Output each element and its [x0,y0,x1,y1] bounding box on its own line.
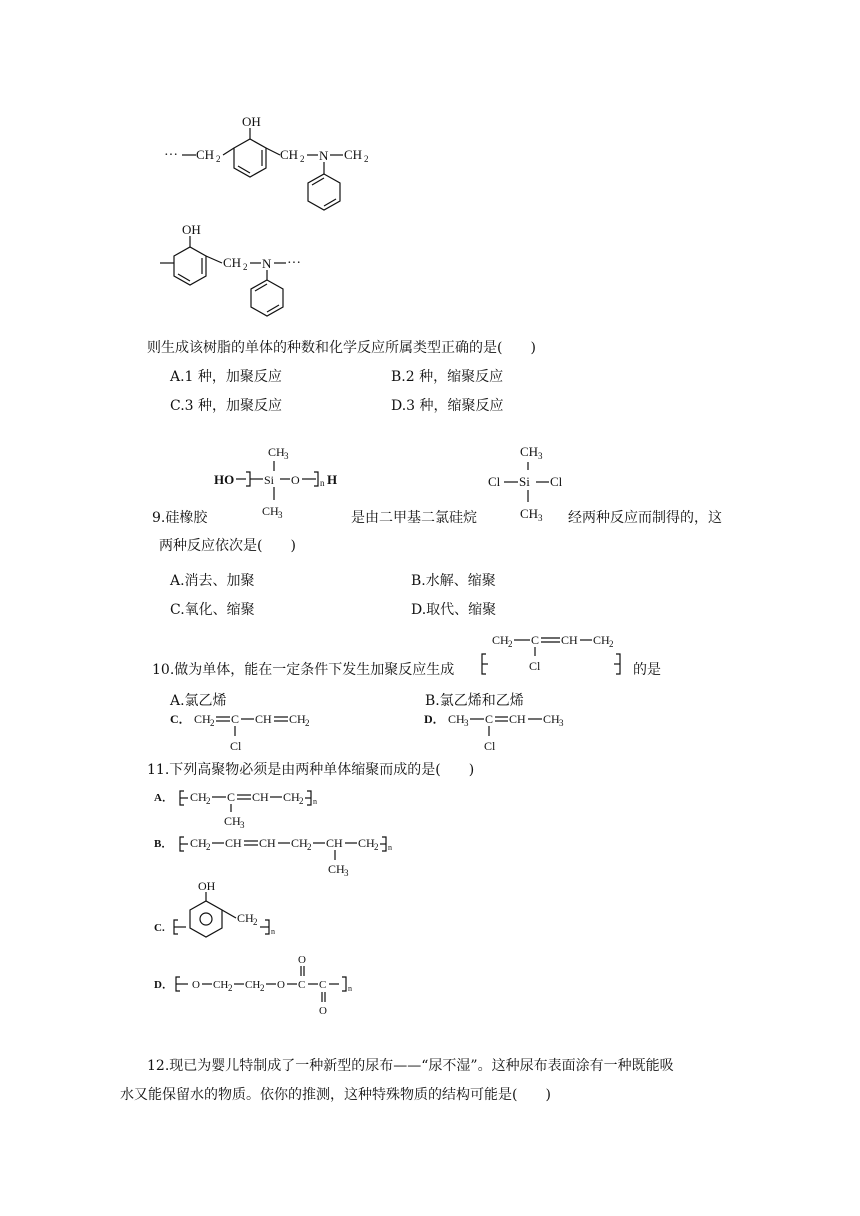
svg-text:C: C [231,712,240,726]
svg-text:C: C [298,979,306,991]
q11-option-d[interactable] [152,952,372,1022]
svg-text:n: n [320,478,325,488]
svg-text:2: 2 [307,842,312,852]
svg-text:CH: CH [213,979,229,991]
svg-text:C: C [485,712,494,726]
q8-resin-structure-top [150,108,390,218]
svg-text:2: 2 [210,718,215,728]
q8-resin-structure-bottom [150,218,350,328]
svg-text:CH: CH [252,790,269,804]
svg-text:OH: OH [198,879,216,893]
svg-text:Cl: Cl [529,659,541,673]
svg-text:O: O [291,473,300,487]
q12-line2: 水又能保留水的物质。依你的推测，这种特殊物质的结构可能是( ) [120,1087,551,1103]
svg-text:2: 2 [508,639,513,649]
svg-text:2: 2 [300,154,305,164]
svg-text:CH: CH [225,836,242,850]
svg-text:CH: CH [289,712,306,726]
dots-left: ··· [164,148,178,163]
svg-text:C．: C． [170,712,191,726]
svg-text:CH: CH [237,911,254,925]
svg-text:D．: D． [154,979,173,991]
q9-stem-part1: 9.硅橡胶 [152,510,208,526]
silicone-rubber-structure [210,440,360,520]
q11-option-a[interactable] [152,784,352,830]
q11-stem: 11.下列高聚物必须是由两种单体缩聚而成的是( ) [147,762,475,778]
svg-text:2: 2 [206,842,211,852]
svg-text:CH: CH [280,147,299,162]
svg-text:2: 2 [609,639,614,649]
svg-text:Si: Si [519,474,530,489]
svg-text:···: ··· [287,256,301,271]
svg-text:D．: D． [424,712,445,726]
q9-stem-line2: 两种反应依次是( ) [159,538,296,554]
q9-option-a[interactable]: A.消去、加聚 [170,573,255,589]
svg-text:N: N [262,256,272,271]
svg-text:CH: CH [223,255,242,270]
q11-option-c[interactable] [152,874,312,944]
svg-text:2: 2 [305,718,310,728]
svg-text:OH: OH [182,222,201,237]
svg-text:CH: CH [190,790,207,804]
svg-text:A．: A． [154,792,173,804]
svg-text:O: O [319,1005,327,1017]
svg-text:2: 2 [364,154,369,164]
svg-text:CH: CH [358,836,375,850]
q10-option-b[interactable]: B.氯乙烯和乙烯 [425,693,524,709]
svg-text:CH: CH [194,712,211,726]
q10-option-c[interactable] [168,706,348,754]
svg-text:3: 3 [278,510,283,520]
svg-text:n: n [388,843,392,852]
svg-text:CH: CH [224,814,241,828]
q9-option-d[interactable]: D.取代、缩聚 [411,602,497,618]
svg-text:CH: CH [196,147,215,162]
q9-option-b[interactable]: B.水解、缩聚 [411,573,496,589]
svg-text:3: 3 [538,513,543,523]
svg-text:C.: C. [154,922,165,934]
svg-text:CH: CH [593,633,610,647]
svg-text:CH: CH [259,836,276,850]
svg-text:C: C [531,633,540,647]
svg-text:CH: CH [262,504,279,518]
q12-line1: 12.现已为婴儿特制成了一种新型的尿布——“尿不湿”。这种尿布表面涂有一种既能吸 [147,1058,674,1074]
svg-text:2: 2 [260,983,265,993]
svg-text:CH: CH [344,147,363,162]
svg-text:CH: CH [268,445,285,459]
svg-text:Cl: Cl [488,474,501,489]
svg-text:C: C [227,790,236,804]
svg-text:O: O [192,979,200,991]
svg-text:HO: HO [214,472,235,487]
q9-stem-part3: 经两种反应而制得的，这 [568,510,722,526]
svg-text:H: H [327,472,338,487]
svg-text:CH: CH [291,836,308,850]
svg-text:2: 2 [253,917,258,927]
svg-text:3: 3 [464,718,469,728]
q8-stem: 则生成该树脂的单体的种数和化学反应所属类型正确的是( ) [147,340,536,356]
q10-stem-part2: 的是 [633,662,661,678]
svg-text:CH: CH [245,979,261,991]
svg-text:O: O [277,979,285,991]
q9-option-c[interactable]: C.氧化、缩聚 [170,602,255,618]
svg-text:CH: CH [492,633,509,647]
svg-text:3: 3 [538,451,543,461]
q10-option-a[interactable]: A.氯乙烯 [170,693,227,709]
n-label: N [319,148,329,163]
svg-text:n: n [271,927,275,936]
q8-option-a[interactable]: A.1 种，加聚反应 [170,369,282,385]
svg-text:2: 2 [216,154,221,164]
svg-text:Cl: Cl [230,739,242,753]
svg-text:CH: CH [283,790,300,804]
q8-option-c[interactable]: C.3 种，加聚反应 [170,398,283,414]
q8-option-b[interactable]: B.2 种，缩聚反应 [391,369,504,385]
svg-text:CH: CH [520,444,539,459]
svg-text:2: 2 [299,796,304,806]
svg-text:n: n [313,797,317,806]
svg-text:B．: B． [154,838,173,850]
svg-text:CH: CH [543,712,560,726]
svg-text:2: 2 [243,262,248,272]
svg-text:Si: Si [264,473,275,487]
svg-text:CH: CH [561,633,578,647]
svg-text:Cl: Cl [484,739,496,753]
svg-text:CH: CH [255,712,272,726]
oh-label: OH [242,114,261,129]
svg-text:2: 2 [374,842,379,852]
svg-text:CH: CH [448,712,465,726]
q9-stem-part2: 是由二甲基二氯硅烷 [351,510,477,526]
svg-text:O: O [298,954,306,966]
q10-polymer-structure [476,626,636,686]
svg-text:3: 3 [284,451,289,461]
svg-text:CH: CH [326,836,343,850]
q10-option-d[interactable] [422,706,602,754]
svg-text:3: 3 [240,820,245,830]
svg-text:2: 2 [206,796,211,806]
q10-stem-part1: 10.做为单体，能在一定条件下发生加聚反应生成 [152,662,455,678]
svg-text:CH: CH [328,862,345,876]
svg-text:Cl: Cl [550,474,563,489]
svg-text:n: n [348,984,352,993]
svg-text:2: 2 [228,983,233,993]
svg-text:3: 3 [559,718,564,728]
svg-text:C: C [319,979,327,991]
svg-text:CH: CH [520,506,539,521]
q8-option-d[interactable]: D.3 种，缩聚反应 [391,398,504,414]
q11-option-b[interactable] [152,830,422,878]
svg-text:CH: CH [190,836,207,850]
svg-text:3: 3 [344,868,349,878]
svg-text:CH: CH [509,712,526,726]
